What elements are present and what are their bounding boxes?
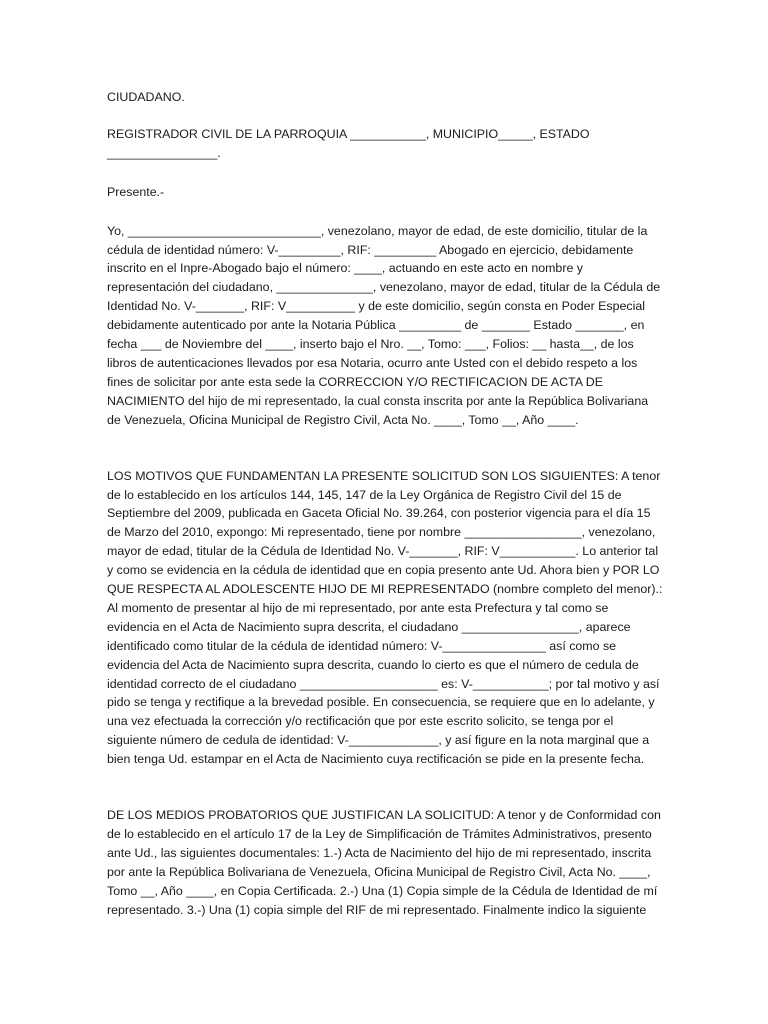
paragraph-evidence: DE LOS MEDIOS PROBATORIOS QUE JUSTIFICAN LA SOLICITUD: A tenor y de Conformidad con de lo establecido en el artículo 17 de la Ley de Simplificación de Trámites Administrativos, presento ante Ud., las siguientes documentales: 1.-) Acta de Nacimiento del hijo de mi representado, inscrita por ante la República Bolivariana de Venezuela, Oficina Municipal de Registro Civil, Acta No. ____, Tomo __, Año ____, en Copia Certificada. 2.-) Una (1) Copia simple de la Cédula de Identidad de mí representado. 3.-) Una (1) copia simple del RIF de mi representado. Finalmente indico la siguiente — [107, 808, 661, 917]
paragraph-introduction: Yo, ____________________________, venezolano, mayor de edad, de este domicilio, titular de la cédula de identidad número: V-_________, RIF: _________ Abogado en ejercicio, debidamente inscrito en el Inpre-Abogado bajo el número: ____, actuando en este acto en nombre y representación del ciudadano, ______________, venezolano, mayor de edad, titular de la Cédula de Identidad No. V-_______, RIF: V__________ y de este domicilio, según consta en Poder Especial debidamente autenticado por ante la Notaria Pública _________ de _______ Estado _______, en fecha ___ de Noviembre del ____, inserto bajo el Nro. __, Tomo: ___, Folios: __ hasta__, de los libros de autenticaciones llevados por esa Notaria, ocurro ante Usted con el debido respeto a los fines de solicitar por ante esta sede la CORRECCION Y/O RECTIFICACION DE ACTA DE NACIMIENTO del hijo de mi representado, la cual consta inscrita por ante la República Bolivariana de Venezuela, Oficina Municipal de Registro Civil, Acta No. ____, Tomo __, Año ____. — [107, 223, 661, 427]
paragraph-motives: LOS MOTIVOS QUE FUNDAMENTAN LA PRESENTE SOLICITUD SON LOS SIGUIENTES: A tenor de lo establecido en los artículos 144, 145, 147 de la Ley Orgánica de Registro Civil del 15 de Septiembre del 2009, publicada en Gaceta Oficial No. 39.264, con posterior vigencia para el día 15 de Marzo del 2010, expongo: Mi representado, tiene por nombre _________________, venezolano, mayor de edad, titular de la Cédula de Identidad No. V-_______, RIF: V___________. Lo anterior tal y como se evidencia en la cédula de identidad que en copia presento ante Ud. Ahora bien y POR LO QUE RESPECTA AL ADOLESCENTE HIJO DE MI REPRESENTADO (nombre completo del menor).: Al momento de presentar al hijo de mi representado, por ante esta Prefectura y tal como se evidencia en el Acta de Nacimiento supra descrita, el ciudadano _________________, aparece identificado como titular de la cédula de identidad número: V-_______________ así como se evidencia del Acta de Nacimiento supra descrita, cuando lo cierto es que el número de cedula de identidad correcto de el ciudadano ____________________ es: V-___________; por tal motivo y así pido se tenga y rectifique a la brevedad posible. En consecuencia, se requiere que en lo adelante, y una vez efectuada la corrección y/o rectificación que por este escrito solicito, se tenga por el siguiente número de cedula de identidad: V-_____________, y así figure en la nota marginal que a bien tenga Ud. estampar en el Acta de Nacimiento cuya rectificación se pide en la presente fecha. — [107, 468, 663, 767]
recipient-line: REGISTRADOR CIVIL DE LA PARROQUIA ___________, MUNICIPIO_____, ESTADO ________________. — [107, 126, 590, 160]
salutation: CIUDADANO. — [107, 90, 185, 104]
greeting: Presente.- — [107, 184, 165, 199]
document-body — [107, 88, 663, 920]
